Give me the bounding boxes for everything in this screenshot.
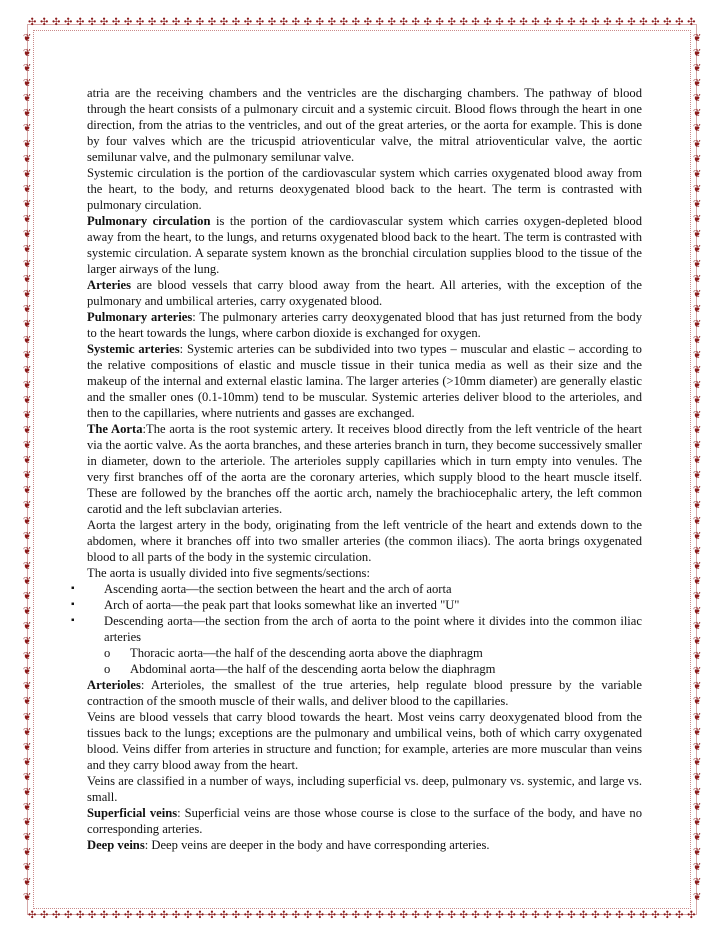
border-ornament-icon: ❦ [693, 771, 702, 783]
border-ornament-icon: ✣ [123, 910, 133, 921]
border-ornament-icon: ✣ [579, 910, 588, 921]
term-arterioles: Arterioles [87, 678, 141, 692]
border-ornament-icon: ✣ [483, 910, 492, 921]
paragraph-heart-chambers: atria are the receiving chambers and the ventricles are the discharging chambers. The pathway of blood through the heart consists of a pulmonary circuit and a systemic circuit. Blood flows through the heart in one direction, from the atrias to the ventricles, and out of the great arteries, or the aorta for example. This is done by four valves which are the tricuspid atrioventicular valve, the mitral atrioventicular valve, the aortic semilunar valve, and the pulmonary semilunar valve. [87, 86, 642, 164]
list-item: ▪ Arch of aorta—the peak part that looks somewhat like an inverted "U" [71, 598, 460, 612]
border-ornament-icon: ❦ [693, 756, 702, 768]
border-ornament-icon: ❦ [23, 63, 32, 75]
border-ornament-icon: ✣ [195, 910, 205, 921]
border-ornament-icon: ✣ [507, 17, 516, 28]
border-ornament-icon: ❦ [23, 515, 32, 527]
border-ornament-icon: ❦ [693, 168, 702, 180]
paragraph-veins: Veins are blood vessels that carry blood towards the heart. Most veins carry deoxygenated blood from the tissues back to the lungs; exceptions are the pulmonary and umbilical veins, both of which carry oxygenated blood. Veins differ from arteries in structure and function; for example, arteries are more muscular than veins and they carry blood away from the heart. [87, 710, 642, 772]
border-ornament-icon: ✣ [267, 910, 277, 921]
paragraph-systemic-circulation: Systemic circulation is the portion of the cardiovascular system which carries oxygenated blood away from the heart, to the body, and returns deoxygenated blood back to the heart. The term is contrasted with pulmonary circulation. [87, 166, 642, 212]
border-ornament-icon: ✣ [147, 17, 157, 28]
border-ornament-icon: ✣ [28, 910, 37, 921]
border-ornament-icon: ✣ [171, 17, 181, 28]
border-ornament-icon: ❦ [693, 213, 702, 225]
border-ornament-icon: ❦ [693, 786, 702, 798]
border-ornament-icon: ❦ [23, 862, 32, 874]
border-ornament-icon: ✣ [555, 910, 564, 921]
border-ornament-icon: ❦ [23, 651, 32, 663]
border-ornament-icon: ✣ [51, 910, 61, 921]
border-ornament-icon: ❦ [693, 244, 702, 256]
border-ornament-icon: ✣ [315, 17, 325, 28]
border-ornament-icon: ✣ [183, 17, 193, 28]
border-ornament-icon: ❦ [693, 304, 702, 316]
border-ornament-icon: ✣ [471, 910, 480, 921]
border-ornament-icon: ❦ [23, 123, 32, 135]
border-ornament-icon: ❦ [693, 862, 702, 874]
border-ornament-icon: ❦ [23, 213, 32, 225]
border-ornament-icon: ❦ [693, 319, 702, 331]
border-ornament-icon: ✣ [651, 17, 660, 28]
border-ornament-left [23, 34, 31, 904]
border-ornament-icon: ❦ [23, 786, 32, 798]
border-ornament-icon: ✣ [231, 910, 241, 921]
border-ornament-icon: ✣ [75, 910, 85, 921]
border-ornament-icon: ❦ [693, 726, 702, 738]
paragraph-deep-veins: Deep veins: Deep veins are deeper in the body and have corresponding arteries. [87, 838, 490, 852]
border-ornament-bottom [28, 911, 696, 921]
border-ornament-icon: ❦ [23, 666, 32, 678]
border-ornament-icon: ❦ [693, 198, 702, 210]
border-ornament-icon: ❦ [693, 138, 702, 150]
border-ornament-icon: ❦ [693, 741, 702, 753]
border-ornament-icon: ✣ [687, 17, 696, 28]
border-ornament-icon: ✣ [363, 910, 372, 921]
list-item: ▪ Descending aorta—the section from the arch of aorta to the point where it divides into the common iliac arteries o Thoracic aorta—the half of the descending aorta above the diaphragm o Abdominal aorta—the half of the descending aorta below the diaphragm [71, 614, 642, 676]
border-ornament-icon: ❦ [23, 78, 32, 90]
border-ornament-icon: ❦ [23, 455, 32, 467]
border-ornament-icon: ✣ [591, 910, 600, 921]
border-ornament-icon: ❦ [693, 892, 702, 904]
border-ornament-icon: ❦ [23, 425, 32, 437]
document-body [71, 85, 643, 853]
border-ornament-icon: ❦ [23, 183, 32, 195]
border-ornament-icon: ❦ [23, 93, 32, 105]
border-ornament-icon: ✣ [339, 910, 348, 921]
sublist-item: o Abdominal aorta—the half of the descending aorta below the diaphragm [104, 662, 496, 676]
border-ornament-icon: ❦ [23, 847, 32, 859]
border-ornament-icon: ❦ [693, 832, 702, 844]
border-ornament-icon: ✣ [195, 17, 205, 28]
border-ornament-icon: ✣ [267, 17, 277, 28]
border-ornament-icon: ❦ [693, 605, 702, 617]
border-ornament-icon: ❦ [693, 560, 702, 572]
border-ornament-icon: ✣ [519, 17, 528, 28]
border-ornament-icon: ❦ [23, 153, 32, 165]
border-ornament-icon: ✣ [147, 910, 157, 921]
term-the-aorta: The Aorta [87, 422, 143, 436]
border-ornament-icon: ❦ [23, 621, 32, 633]
border-ornament-icon: ❦ [23, 198, 32, 210]
border-ornament-icon: ❦ [693, 334, 702, 346]
border-ornament-icon: ❦ [23, 892, 32, 904]
border-ornament-icon: ✣ [39, 910, 49, 921]
border-ornament-icon: ❦ [23, 605, 32, 617]
border-ornament-icon: ✣ [279, 17, 289, 28]
border-ornament-icon: ✣ [171, 910, 181, 921]
border-ornament-icon: ✣ [639, 17, 648, 28]
border-ornament-icon: ❦ [693, 379, 702, 391]
border-ornament-icon: ❦ [693, 621, 702, 633]
sub-bullet-icon: o [104, 646, 111, 660]
border-ornament-icon: ✣ [375, 910, 384, 921]
border-ornament-icon: ✣ [567, 910, 576, 921]
border-ornament-icon: ✣ [459, 17, 468, 28]
border-ornament-icon: ❦ [693, 63, 702, 75]
border-ornament-icon: ❦ [693, 183, 702, 195]
border-ornament-icon: ✣ [591, 17, 600, 28]
border-ornament-icon: ❦ [693, 48, 702, 60]
border-ornament-icon: ✣ [351, 17, 360, 28]
border-ornament-icon: ✣ [423, 17, 432, 28]
border-ornament-icon: ❦ [693, 394, 702, 406]
border-ornament-icon: ❦ [23, 274, 32, 286]
border-ornament-icon: ✣ [639, 910, 648, 921]
border-ornament-icon: ✣ [159, 17, 169, 28]
border-ornament-icon: ✣ [87, 17, 97, 28]
border-ornament-icon: ✣ [219, 17, 229, 28]
border-ornament-icon: ✣ [399, 910, 408, 921]
border-ornament-icon: ✣ [303, 910, 313, 921]
border-ornament-icon: ✣ [159, 910, 169, 921]
border-ornament-icon: ✣ [387, 910, 396, 921]
border-ornament-icon: ✣ [339, 17, 348, 28]
border-ornament-icon: ❦ [23, 33, 32, 44]
border-ornament-icon: ❦ [23, 229, 32, 241]
paragraph-arteries: Arteries are blood vessels that carry blood away from the heart. All arteries, with the exception of the pulmonary and umbilical arteries, carry oxygenated blood. [87, 278, 642, 308]
border-ornament-icon: ❦ [23, 877, 32, 889]
border-ornament-icon: ✣ [687, 910, 696, 921]
border-ornament-icon: ✣ [111, 910, 121, 921]
border-ornament-icon: ❦ [23, 636, 32, 648]
paragraph-aorta-largest: Aorta the largest artery in the body, originating from the left ventricle of the heart and extends down to the abdomen, where it branches off into two smaller arteries (the common iliacs). The aorta brings oxygenated blood to all parts of the body in the systemic circulation. [87, 518, 642, 564]
border-ornament-icon: ✣ [399, 17, 408, 28]
border-ornament-icon: ✣ [255, 910, 265, 921]
border-ornament-icon: ❦ [693, 108, 702, 120]
border-ornament-icon: ❦ [693, 817, 702, 829]
border-ornament-icon: ✣ [243, 910, 253, 921]
border-ornament-icon: ❦ [693, 470, 702, 482]
border-ornament-icon: ❦ [693, 409, 702, 421]
border-ornament-icon: ❦ [23, 244, 32, 256]
border-ornament-icon: ✣ [435, 17, 444, 28]
paragraph-systemic-arteries: Systemic arteries: Systemic arteries can be subdivided into two types – muscular and elastic – according to the relative compositions of elastic and muscle tissue in their tunica media as well as their size and the makeup of the internal and external elastic lamina. The larger arteries (>10mm diameter) are generally elastic and the smaller ones (0.1-10mm) tend to be muscular. Systemic arteries deliver blood to the arterioles, and then to the capillaries, where nutrients and gasses are exchanged. [87, 342, 642, 420]
border-ornament-icon: ✣ [483, 17, 492, 28]
border-ornament-icon: ❦ [23, 832, 32, 844]
sublist-item: o Thoracic aorta—the half of the descending aorta above the diaphragm [104, 646, 483, 660]
border-ornament-icon: ❦ [693, 349, 702, 361]
border-ornament-top [28, 18, 696, 28]
border-ornament-icon: ❦ [23, 409, 32, 421]
border-ornament-icon: ❦ [693, 123, 702, 135]
border-ornament-icon: ❦ [693, 229, 702, 241]
border-ornament-icon: ❦ [23, 696, 32, 708]
border-ornament-icon: ❦ [23, 334, 32, 346]
border-ornament-icon: ✣ [579, 17, 588, 28]
border-ornament-icon: ✣ [471, 17, 480, 28]
border-ornament-icon: ✣ [87, 910, 97, 921]
border-ornament-icon: ❦ [693, 33, 702, 44]
border-ornament-icon: ❦ [693, 636, 702, 648]
border-ornament-icon: ✣ [495, 910, 504, 921]
border-ornament-icon: ❦ [23, 379, 32, 391]
term-arteries: Arteries [87, 278, 132, 292]
border-ornament-icon: ❦ [23, 681, 32, 693]
border-ornament-icon: ❦ [23, 394, 32, 406]
border-ornament-icon: ❦ [693, 289, 702, 301]
border-ornament-icon: ❦ [693, 455, 702, 467]
border-ornament-right [693, 34, 701, 904]
border-ornament-icon: ❦ [23, 289, 32, 301]
border-ornament-icon: ✣ [183, 910, 193, 921]
border-ornament-icon: ✣ [555, 17, 564, 28]
border-ornament-icon: ❦ [693, 78, 702, 90]
border-ornament-icon: ❦ [693, 153, 702, 165]
border-ornament-icon: ✣ [327, 910, 336, 921]
border-ornament-icon: ❦ [23, 259, 32, 271]
border-ornament-icon: ❦ [23, 530, 32, 542]
border-ornament-icon: ✣ [279, 910, 289, 921]
term-pulmonary-circulation: Pulmonary circulation [87, 214, 211, 228]
border-ornament-icon: ❦ [693, 545, 702, 557]
paragraph-the-aorta: The Aorta:The aorta is the root systemic artery. It receives blood directly from the left ventricle of the heart via the aortic valve. As the aorta branches, and these arteries branch in turn, they become successively smaller in diameter, down to the arteriole. The arterioles supply capillaries which in turn empty into venules. The very first branches off of the aorta are the coronary arteries, which supply blood to the heart muscle itself. These are followed by the branches off the aortic arch, namely the brachiocephalic artery, the left common carotid and the left subclavian arteries. [87, 422, 642, 516]
border-ornament-icon: ✣ [531, 17, 540, 28]
border-ornament-icon: ✣ [507, 910, 516, 921]
border-ornament-icon: ❦ [23, 771, 32, 783]
border-ornament-icon: ❦ [693, 440, 702, 452]
border-ornament-icon: ✣ [615, 910, 624, 921]
bullet-icon: ▪ [71, 615, 75, 626]
border-ornament-icon: ✣ [447, 910, 456, 921]
border-ornament-icon: ✣ [231, 17, 241, 28]
border-ornament-icon: ✣ [615, 17, 624, 28]
border-ornament-icon: ✣ [51, 17, 61, 28]
border-ornament-icon: ✣ [135, 910, 145, 921]
border-ornament-icon: ❦ [23, 590, 32, 602]
border-ornament-icon: ❦ [693, 93, 702, 105]
border-ornament-icon: ✣ [255, 17, 265, 28]
border-ornament-icon: ✣ [375, 17, 384, 28]
border-ornament-icon: ❦ [23, 470, 32, 482]
border-ornament-icon: ❦ [693, 515, 702, 527]
border-ornament-icon: ✣ [519, 910, 528, 921]
border-ornament-icon: ✣ [135, 17, 145, 28]
border-ornament-icon: ❦ [23, 485, 32, 497]
border-ornament-icon: ❦ [693, 274, 702, 286]
border-ornament-icon: ✣ [363, 17, 372, 28]
list-item: ▪ Ascending aorta—the section between the heart and the arch of aorta [71, 582, 452, 596]
border-ornament-icon: ✣ [63, 17, 73, 28]
paragraph-vein-classification: Veins are classified in a number of ways, including superficial vs. deep, pulmonary vs. systemic, and large vs. small. [87, 774, 642, 804]
border-ornament-icon: ❦ [693, 590, 702, 602]
border-ornament-icon: ❦ [693, 259, 702, 271]
border-ornament-icon: ✣ [435, 910, 444, 921]
border-ornament-icon: ❦ [693, 651, 702, 663]
border-ornament-icon: ❦ [23, 726, 32, 738]
border-ornament-icon: ❦ [693, 575, 702, 587]
border-ornament-icon: ❦ [693, 485, 702, 497]
bullet-icon: ▪ [71, 583, 75, 594]
border-ornament-icon: ✣ [315, 910, 325, 921]
border-ornament-icon: ❦ [23, 500, 32, 512]
border-ornament-icon: ❦ [23, 817, 32, 829]
border-ornament-icon: ❦ [23, 364, 32, 376]
border-ornament-icon: ✣ [63, 910, 73, 921]
border-ornament-icon: ❦ [693, 425, 702, 437]
border-ornament-icon: ❦ [23, 560, 32, 572]
border-ornament-icon: ✣ [627, 17, 636, 28]
border-ornament-icon: ✣ [219, 910, 229, 921]
bullet-icon: ▪ [71, 599, 75, 610]
border-ornament-icon: ❦ [693, 711, 702, 723]
border-ornament-icon: ❦ [23, 319, 32, 331]
border-ornament-icon: ✣ [411, 17, 420, 28]
border-ornament-icon: ❦ [693, 500, 702, 512]
paragraph-arterioles: Arterioles: Arterioles, the smallest of the true arteries, help regulate blood pressure by the variable contraction of the smooth muscle of their walls, and deliver blood to the capillaries. [87, 678, 642, 708]
border-ornament-icon: ✣ [327, 17, 336, 28]
term-pulmonary-arteries: Pulmonary arteries [87, 310, 193, 324]
paragraph-superficial-veins: Superficial veins: Superficial veins are those whose course is close to the surface of the body, and have no corresponding arteries. [87, 806, 642, 836]
border-ornament-icon: ✣ [543, 910, 552, 921]
aorta-segment-list [71, 581, 642, 677]
border-ornament-icon: ❦ [23, 349, 32, 361]
border-ornament-icon: ✣ [603, 910, 612, 921]
border-ornament-icon: ❦ [23, 741, 32, 753]
border-ornament-icon: ✣ [603, 17, 612, 28]
border-ornament-icon: ❦ [693, 364, 702, 376]
border-ornament-icon: ✣ [387, 17, 396, 28]
border-ornament-icon: ✣ [531, 910, 540, 921]
border-ornament-icon: ✣ [459, 910, 468, 921]
border-ornament-icon: ✣ [75, 17, 85, 28]
border-ornament-icon: ✣ [28, 17, 37, 28]
border-ornament-icon: ❦ [23, 304, 32, 316]
border-ornament-icon: ❦ [23, 575, 32, 587]
border-ornament-icon: ❦ [693, 530, 702, 542]
border-ornament-icon: ✣ [243, 17, 253, 28]
border-ornament-icon: ✣ [567, 17, 576, 28]
border-ornament-icon: ❦ [23, 545, 32, 557]
border-ornament-icon: ❦ [23, 138, 32, 150]
border-ornament-icon: ❦ [23, 168, 32, 180]
term-superficial-veins: Superficial veins [87, 806, 178, 820]
border-ornament-icon: ✣ [303, 17, 313, 28]
border-ornament-icon: ❦ [693, 847, 702, 859]
border-ornament-icon: ✣ [99, 17, 109, 28]
border-ornament-icon: ✣ [423, 910, 432, 921]
border-ornament-icon: ✣ [663, 17, 672, 28]
border-ornament-icon: ❦ [23, 440, 32, 452]
border-ornament-icon: ✣ [495, 17, 504, 28]
border-ornament-icon: ❦ [23, 711, 32, 723]
paragraph-pulmonary-arteries: Pulmonary arteries: The pulmonary arteries carry deoxygenated blood that has just returned from the body to the heart towards the lungs, where carbon dioxide is exchanged for oxygen. [87, 310, 642, 340]
border-ornament-icon: ❦ [23, 48, 32, 60]
sub-bullet-icon: o [104, 662, 111, 676]
border-ornament-icon: ✣ [207, 17, 217, 28]
border-ornament-icon: ✣ [675, 910, 684, 921]
term-systemic-arteries: Systemic arteries [87, 342, 180, 356]
border-ornament-icon: ✣ [543, 17, 552, 28]
border-ornament-icon: ✣ [291, 17, 301, 28]
border-ornament-icon: ✣ [663, 910, 672, 921]
border-ornament-icon: ✣ [411, 910, 420, 921]
border-ornament-icon: ❦ [693, 666, 702, 678]
paragraph-pulmonary-circulation: Pulmonary circulation is the portion of the cardiovascular system which carries oxygen-depleted blood away from the heart, to the lungs, and returns oxygenated blood back to the heart. The term is contrasted with systemic circulation. A separate system known as the bronchial circulation supplies blood to the tissue of the larger airways of the lung. [87, 214, 643, 276]
term-deep-veins: Deep veins [87, 838, 145, 852]
border-ornament-icon: ✣ [111, 17, 121, 28]
border-ornament-icon: ✣ [39, 17, 49, 28]
border-ornament-icon: ❦ [693, 696, 702, 708]
border-ornament-icon: ❦ [23, 108, 32, 120]
border-ornament-icon: ✣ [675, 17, 684, 28]
descending-aorta-sublist [104, 645, 642, 677]
border-ornament-icon: ✣ [351, 910, 360, 921]
border-ornament-icon: ✣ [123, 17, 133, 28]
paragraph-aorta-segments: The aorta is usually divided into five segments/sections: [87, 566, 370, 580]
border-ornament-icon: ✣ [447, 17, 456, 28]
border-ornament-icon: ✣ [99, 910, 109, 921]
border-ornament-icon: ✣ [291, 910, 301, 921]
border-ornament-icon: ❦ [693, 801, 702, 813]
border-ornament-icon: ❦ [693, 681, 702, 693]
border-ornament-icon: ❦ [693, 877, 702, 889]
border-ornament-icon: ✣ [207, 910, 217, 921]
border-ornament-icon: ✣ [627, 910, 636, 921]
border-ornament-icon: ❦ [23, 756, 32, 768]
border-ornament-icon: ✣ [651, 910, 660, 921]
border-ornament-icon: ❦ [23, 801, 32, 813]
